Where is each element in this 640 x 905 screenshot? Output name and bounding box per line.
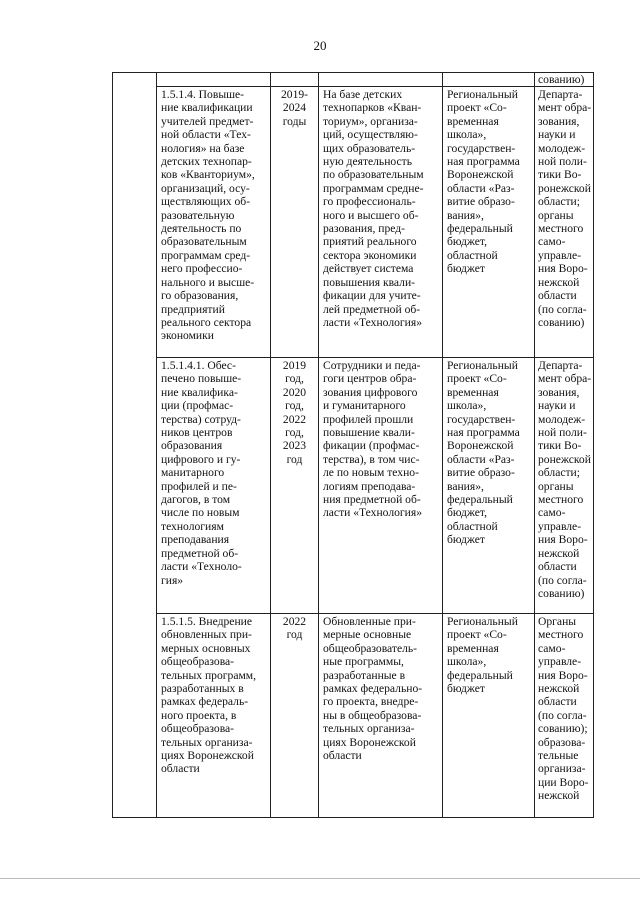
row-divider-2 <box>156 357 594 358</box>
column-divider-name <box>156 72 157 818</box>
row1-period: 2019- 2024 годы <box>280 88 309 128</box>
row-divider-3 <box>156 613 594 614</box>
row3-name: 1.5.1.5. Внедрение обновленных при- мерных основных общеобразова- тельных программ, разработанных в рамках федераль- ного проекта, в общеобразова- тельных организа- циях Воронежской области <box>161 615 257 776</box>
column-divider-responsible <box>534 72 535 818</box>
row2-name: 1.5.1.4.1. Обес- печено повыше- ние квалифика- ции (профмас- терства) сотруд- ников центров образования цифрового и гу- манитарного профилей и пе- дагогов, в том числе по новым технологиям преподавания предметной об- ласти «Техноло- гия» <box>161 359 242 587</box>
row-divider-1 <box>156 86 594 87</box>
table-border-left <box>112 72 113 818</box>
row3-responsible: Органы местного само- управле- ния Воро- нежской области (по согла- сованию); образова- тельные организа- ции Воро- нежской <box>538 615 589 803</box>
row1-source: Региональный проект «Со- временная школа», государствен- ная программа Воронежской области «Раз- витие образо- вания», федеральный бюджет, областной бюджет <box>447 88 520 276</box>
row1-responsible: Департа- мент обра- зования, науки и молодеж- ной поли- тики Во- ронежской области; органы местного само- управле- ния Воро- нежской области (по согла- сованию) <box>538 88 592 329</box>
row2-period: 2019 год, 2020 год, 2022 год, 2023 год <box>282 359 307 466</box>
table-border-right <box>593 72 594 818</box>
column-divider-result <box>318 72 319 818</box>
table-border-top <box>112 72 594 73</box>
measures-table <box>112 72 594 818</box>
row2-source: Региональный проект «Со- временная школа», государствен- ная программа Воронежской области «Раз- витие образо- вания», федеральный бюджет, областной бюджет <box>447 359 520 547</box>
row2-responsible: Департа- мент обра- зования, науки и молодеж- ной поли- тики Во- ронежской области; органы местного само- управле- ния Воро- нежской области (по согла- сованию) <box>538 359 592 600</box>
continuation-cell: сованию) <box>538 73 585 86</box>
row2-result: Сотрудники и педа- гоги центров обра- зования цифрового и гуманитарного профилей прошли повышение квали- фикации (профмас- терства), в том чис- ле по новым техно- логиям преподава- ния предметной об- ласти «Технология» <box>323 359 422 520</box>
row3-source: Региональный проект «Со- временная школа», федеральный бюджет <box>447 615 518 696</box>
page-number: 20 <box>313 38 327 53</box>
row3-period: 2022 год <box>282 615 307 642</box>
table-border-bottom <box>112 817 594 818</box>
row3-result: Обновленные при- мерные основные общеобразователь- ные программы, разработанные в рамках федерально- го проекта, внедре- ны в общеобразова- тельных организа- циях Воронежской области <box>323 615 423 763</box>
row1-result: На базе детских технопарков «Кван- ториум», организа- ций, осуществляю- щих образователь- ную деятельность по образовательным программам средне- го профессиональ- ного и высшего об- разования, пред- приятий реального сектора экономики действует система повышения квали- фикации для учите- лей предметной об- ласти «Технология» <box>323 88 424 329</box>
row1-name: 1.5.1.4. Повыше- ние квалификации учителей предмет- ной области «Тех- нология» на базе детских технопар- ков «Кванториум», организаций, осу- ществляющих об- разовательную деятельность по образовательным программам сред- него профессио- нального и высше- го образования, предприятий реального сектора экономики <box>161 88 255 343</box>
column-divider-period <box>270 72 271 818</box>
page-bottom-edge <box>0 878 640 879</box>
column-divider-source <box>442 72 443 818</box>
